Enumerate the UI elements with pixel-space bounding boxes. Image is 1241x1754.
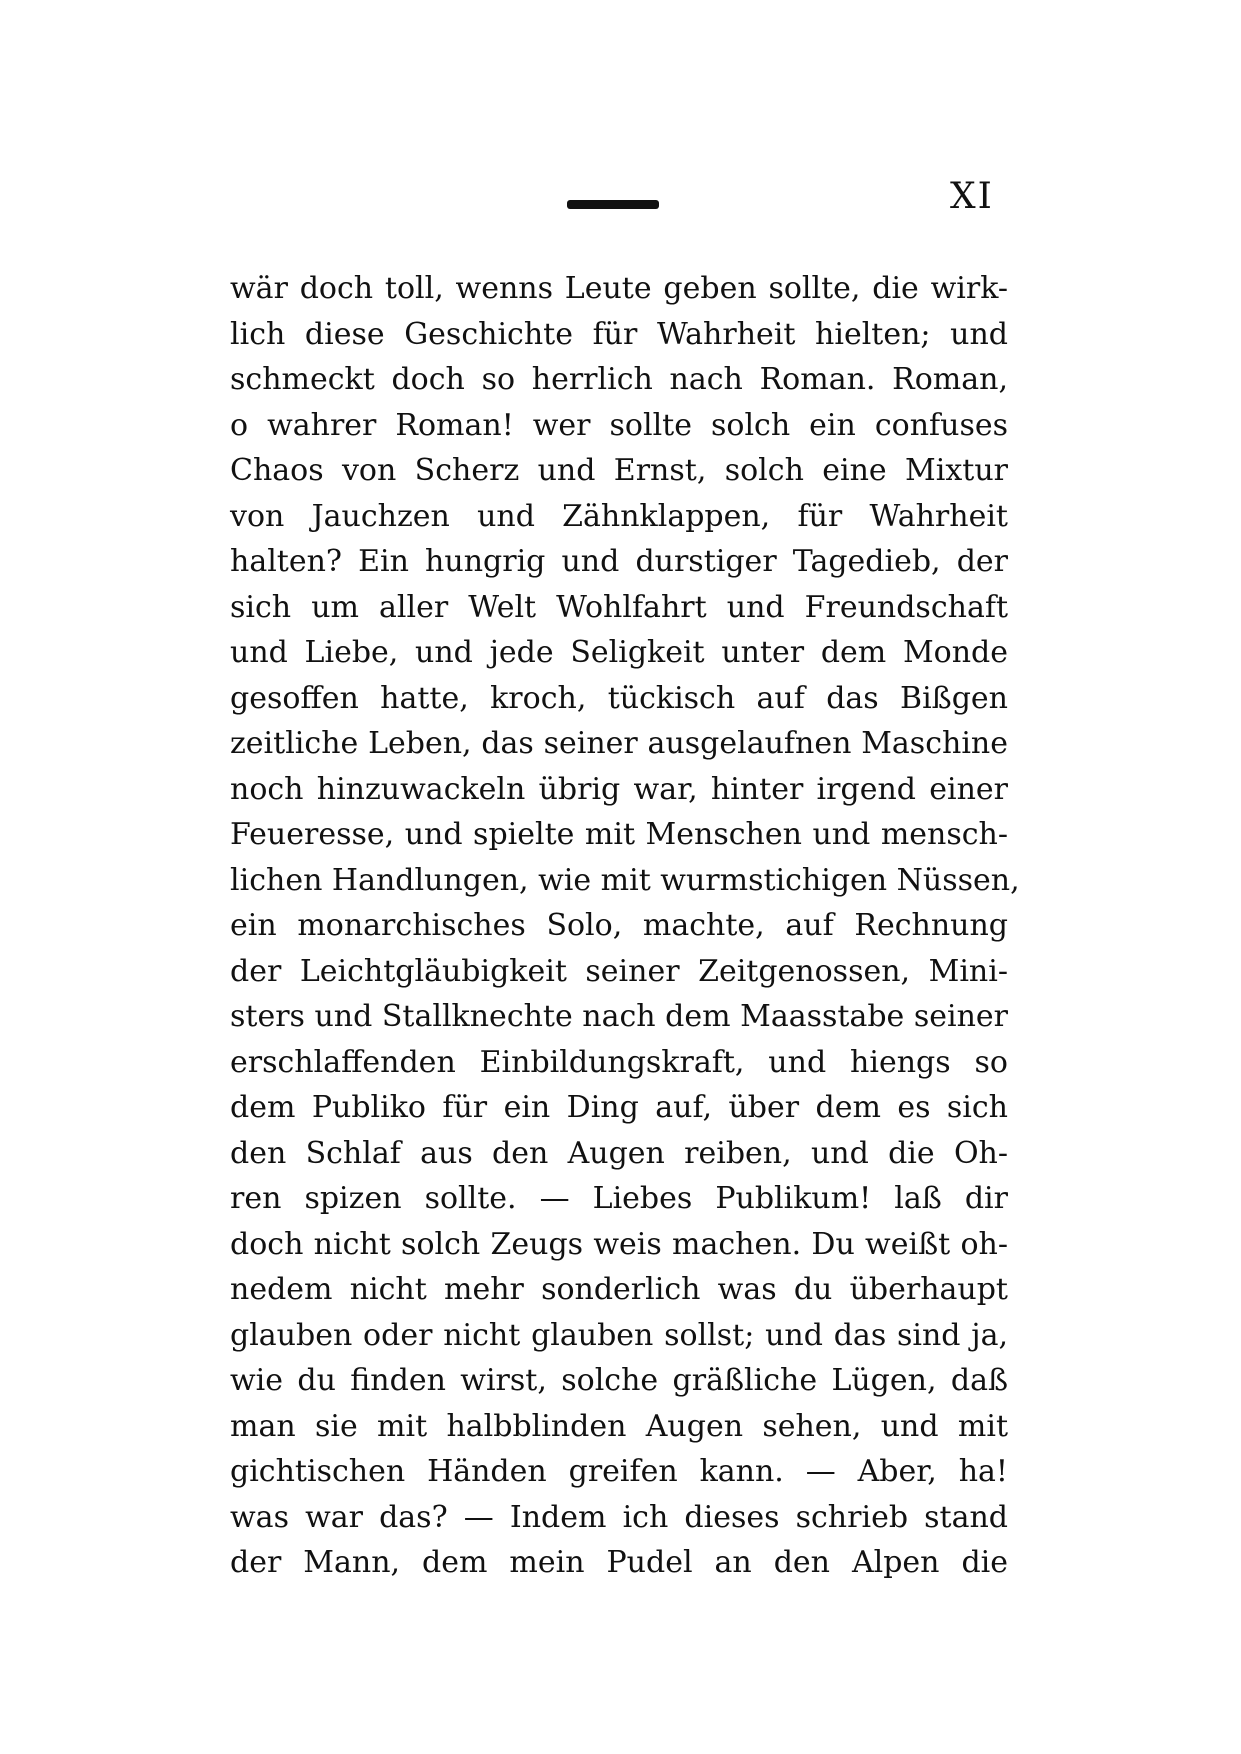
text-line: von Jauchzen und Zähnklappen, für Wahrheit [230, 498, 1008, 534]
text-line: schmeckt doch so herrlich nach Roman. Roman, [230, 362, 1008, 397]
text-line: was war das? — Indem ich dieses schrieb stand [230, 1499, 1008, 1535]
text-line: halten? Ein hungrig und durstiger Tagedieb, der [230, 544, 1008, 579]
text-line: lichen Handlungen, wie mit wurmstichigen Nüssen, [230, 862, 1020, 898]
text-line: o wahrer Roman! wer sollte solch ein confuses [230, 407, 1008, 443]
text-line: sters und Stallknechte nach dem Maasstabe seiner [230, 999, 1008, 1034]
text-line: man sie mit halbblinden Augen sehen, und mit [230, 1408, 1008, 1444]
text-line: glauben oder nicht glauben sollst; und das sind ja, [230, 1317, 1008, 1353]
text-line: Chaos von Scherz und Ernst, solch eine Mixtur [230, 453, 1008, 488]
text-line: noch hinzuwackeln übrig war, hinter irgend einer [230, 771, 1008, 807]
text-line: wär doch toll, wenns Leute geben sollte, die wirk- [230, 271, 1008, 306]
text-line: der Mann, dem mein Pudel an den Alpen die [230, 1545, 1008, 1580]
header-rule [567, 200, 659, 209]
body-text [230, 266, 1020, 1586]
text-line: zeitliche Leben, das seiner ausgelaufnen Maschine [230, 726, 1008, 761]
text-line: gichtischen Händen greifen kann. — Aber, ha! [230, 1454, 1008, 1489]
text-line: nedem nicht mehr sonderlich was du überhaupt [230, 1272, 1008, 1307]
text-line: dem Publiko für ein Ding auf, über dem es sich [230, 1090, 1008, 1125]
text-line: erschlaffenden Einbildungskraft, und hiengs so [230, 1044, 1008, 1080]
text-line: den Schlaf aus den Augen reiben, und die Oh- [230, 1135, 1008, 1171]
text-line: und Liebe, und jede Seligkeit unter dem Monde [230, 635, 1008, 670]
text-line: der Leichtgläubigkeit seiner Zeitgenossen, Mini- [230, 953, 1008, 989]
text-line: ren spizen sollte. — Liebes Publikum! laß dir [230, 1181, 1008, 1216]
text-line: ein monarchisches Solo, machte, auf Rechnung [230, 908, 1008, 943]
text-line: wie du finden wirst, solche gräßliche Lügen, daß [230, 1363, 1008, 1398]
text-line: doch nicht solch Zeugs weis machen. Du weißt oh- [230, 1226, 1008, 1262]
text-line: lich diese Geschichte für Wahrheit hielten; und [230, 316, 1008, 352]
text-line: sich um aller Welt Wohlfahrt und Freundschaft [230, 589, 1008, 625]
page-number: XI [950, 176, 994, 217]
text-line: gesoffen hatte, kroch, tückisch auf das Bißgen [230, 680, 1008, 716]
text-line: Feueresse, und spielte mit Menschen und mensch- [230, 817, 1008, 852]
